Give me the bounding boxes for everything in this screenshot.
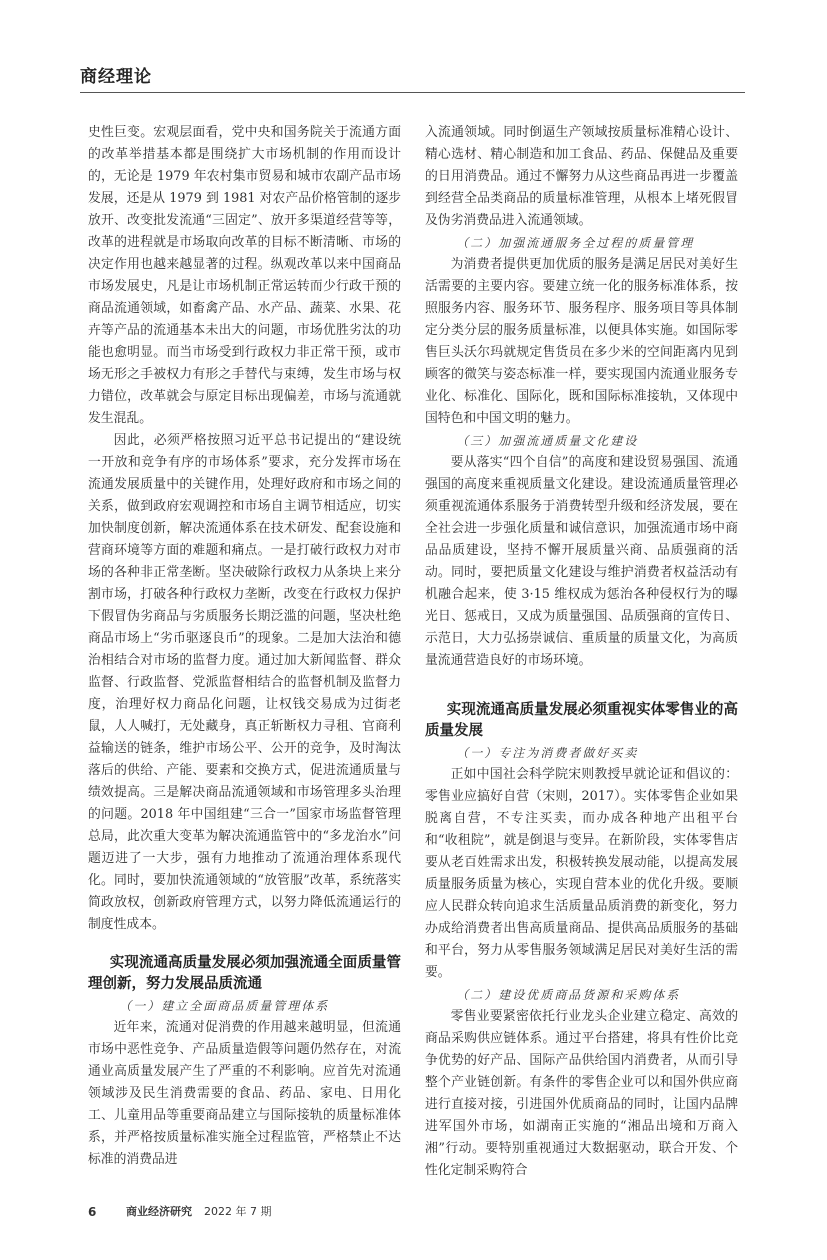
article-body xyxy=(88,122,827,1182)
page-number: 6 xyxy=(88,1205,97,1219)
paragraph: 因此，必须严格按照习近平总书记提出的“建设统一开放和竞争有序的市场体系”要求，充分发挥市场在流通发展质量中的关键作用，处理好政府和市场之间的关系，做到政府宏观调控和市场自主调节相适应，切实加快制度创新，解决流通体系在技术研发、配套设施和营商环境等方面的难题和痛点。一是打破行政权力对市场的各种非正常垄断。坚决破除行政权力从条块上来分割市场，打破各种行政权力垄断，改变在行政权力保护下假冒伪劣商品与劣质服务长期泛滥的问题，坚决杜绝商品市场上“劣币驱逐良币”的现象。二是加大法治和德治相结合对市场的监督力度。通过加大新闻监督、群众监督、行政监督、党派监督相结合的监督机制及监督力度，治理好权力商品化问题，让权钱交易成为过街老鼠，人人喊打，无处藏身，真正斩断权力寻租、官商利益输送的链条，维护市场公平、公开的竞争，及时淘汰落后的供给、产能、要素和交换方式，促进流通质量与绩效提高。三是解决商品流通领域和市场管理多头治理的问题。2018 年中国组建“三合一”国家市场监督管理总局，此次重大变革为解决流通监管中的“多龙治水”问题迈进了一大步，强有力地推动了流通治理体系现代化。同时，要加快流通领域的“放管服”改革，系统落实简政放权，创新政府管理方式，以努力降低流通运行的制度性成本。 xyxy=(88,433,401,932)
section-heading: 实现流通高质量发展必须加强流通全面质量管理创新，努力发展品质流通 xyxy=(88,955,401,992)
subsection-heading: （二）建设优质商品货源和采购体系 xyxy=(456,988,681,1002)
issue-label: 2022 年 7 期 xyxy=(204,1205,272,1218)
paragraph: 零售业要紧密依托行业龙头企业建立稳定、高效的商品采购供应链体系。通过平台搭建，将具有性价比竞争优势的好产品、国际产品供给国内消费者，从而引导整个产业链创新。有条件的零售企业可以和国外供应商进行直接对接，引进国外优质商品的同时，让国内品牌进军国外市场，如湖南正实施的“湘品出境和万商入湘”行动。要特别重视通过大数据驱动，联合开发、个性化定制采购符合 xyxy=(425,1009,738,1178)
subsection-heading: （一）建立全面商品质量管理体系 xyxy=(119,999,330,1013)
section-title: 商经理论 xyxy=(80,67,152,87)
subsection-heading: （二）加强流通服务全过程的质量管理 xyxy=(456,236,695,250)
right-column xyxy=(425,122,738,1182)
left-column xyxy=(88,122,401,1171)
paragraph: 史性巨变。宏观层面看，党中央和国务院关于流通方面的改革举措基本都是围绕扩大市场机制的作用而设计的，无论是 1979 年农村集市贸易和城市农副产品市场发展，还是从 1979 到 1981 对农产品价格管制的逐步放开、改变批发流通“三固定”、放开多渠道经营等等，改革的进程就是市场取向改革的目标不断清晰、市场的决定作用也越来越显著的过程。纵观改革以来中国商品市场发展史，凡是让市场机制正常运转而少行政干预的商品流通领域，如畜禽产品、水产品、蔬菜、水果、花卉等产品的流通基本未出大的问题，市场优胜劣汰的功能也愈明显。而当市场受到行政权力非正常干预，或市场无形之手被权力有形之手替代与束缚，发生市场与权力错位，改革就会与原定目标出现偏差，市场与流通就发生混乱。 xyxy=(88,125,401,426)
section-heading: 实现流通高质量发展必须重视实体零售业的高质量发展 xyxy=(425,702,738,739)
subsection-heading: （三）加强流通质量文化建设 xyxy=(456,434,639,448)
subsection-heading: （一）专注为消费者做好买卖 xyxy=(456,746,639,760)
paragraph: 要从落实“四个自信”的高度和建设贸易强国、流通强国的高度来重视质量文化建设。建设流通质量管理必须重视流通体系服务于消费转型升级和经济发展，要在全社会进一步强化质量和诚信意识，加强流通市场中商品品质建设，坚持不懈开展质量兴商、品质强商的活动。同时，要把质量文化建设与维护消费者权益活动有机融合起来，使 3·15 维权成为惩治各种侵权行为的曝光日、惩戒日，又成为质量强国、品质强商的宣传日、示范日，大力弘扬崇诚信、重质量的质量文化，为高质量流通营造良好的市场环境。 xyxy=(425,455,738,668)
paragraph: 正如中国社会科学院宋则教授早就论证和倡议的：零售业应搞好自营（宋则，2017）。实体零售企业如果脱离自营，不专注买卖，而办成各种地产出租平台和“收租院”，就是倒退与变异。在新阶段，实体零售店要从老百姓需求出发，积极转换发展动能，以提高发展质量服务质量为核心，实现自营本业的优化升级。要顺应人民群众转向追求生活质量品质消费的新变化，努力办成给消费者出售高质量商品、提供高品质服务的基础和平台，努力从零售服务领域满足居民对美好生活的需要。 xyxy=(425,767,738,980)
paragraph: 近年来，流通对促消费的作用越来越明显，但流通市场中恶性竞争、产品质量造假等问题仍然存在，对流通业高质量发展产生了严重的不利影响。应首先对流通领域涉及民生消费需要的食品、药品、家电、日用化工、儿童用品等重要商品建立与国际接轨的质量标准体系，并严格按质量标准实施全过程监管，严格禁止不达标准的消费品进 xyxy=(88,1020,401,1167)
paragraph: 入流通领域。同时倒逼生产领域按质量标准精心设计、精心选材、精心制造和加工食品、药品、保健品及重要的日用消费品。通过不懈努力从这些商品再进一步覆盖到经营全品类商品的质量标准管理，从根本上堵死假冒及伪劣消费品进入流通领域。 xyxy=(425,125,738,228)
section-header xyxy=(80,66,745,93)
journal-name: 商业经济研究 xyxy=(126,1205,192,1218)
paragraph: 为消费者提供更加优质的服务是满足居民对美好生活需要的主要内容。要建立统一化的服务标准体系，按照服务内容、服务环节、服务程序、服务项目等具体制定分类分层的服务质量标准，以便具体实施。如国际零售巨头沃尔玛就规定售货员在多少米的空间距离内见到顾客的微笑与姿态标准一样，要实现国内流通业服务专业化、标准化、国际化，既和国际标准接轨，又体现中国特色和中国文明的魅力。 xyxy=(425,257,738,426)
page-footer xyxy=(88,1204,827,1220)
